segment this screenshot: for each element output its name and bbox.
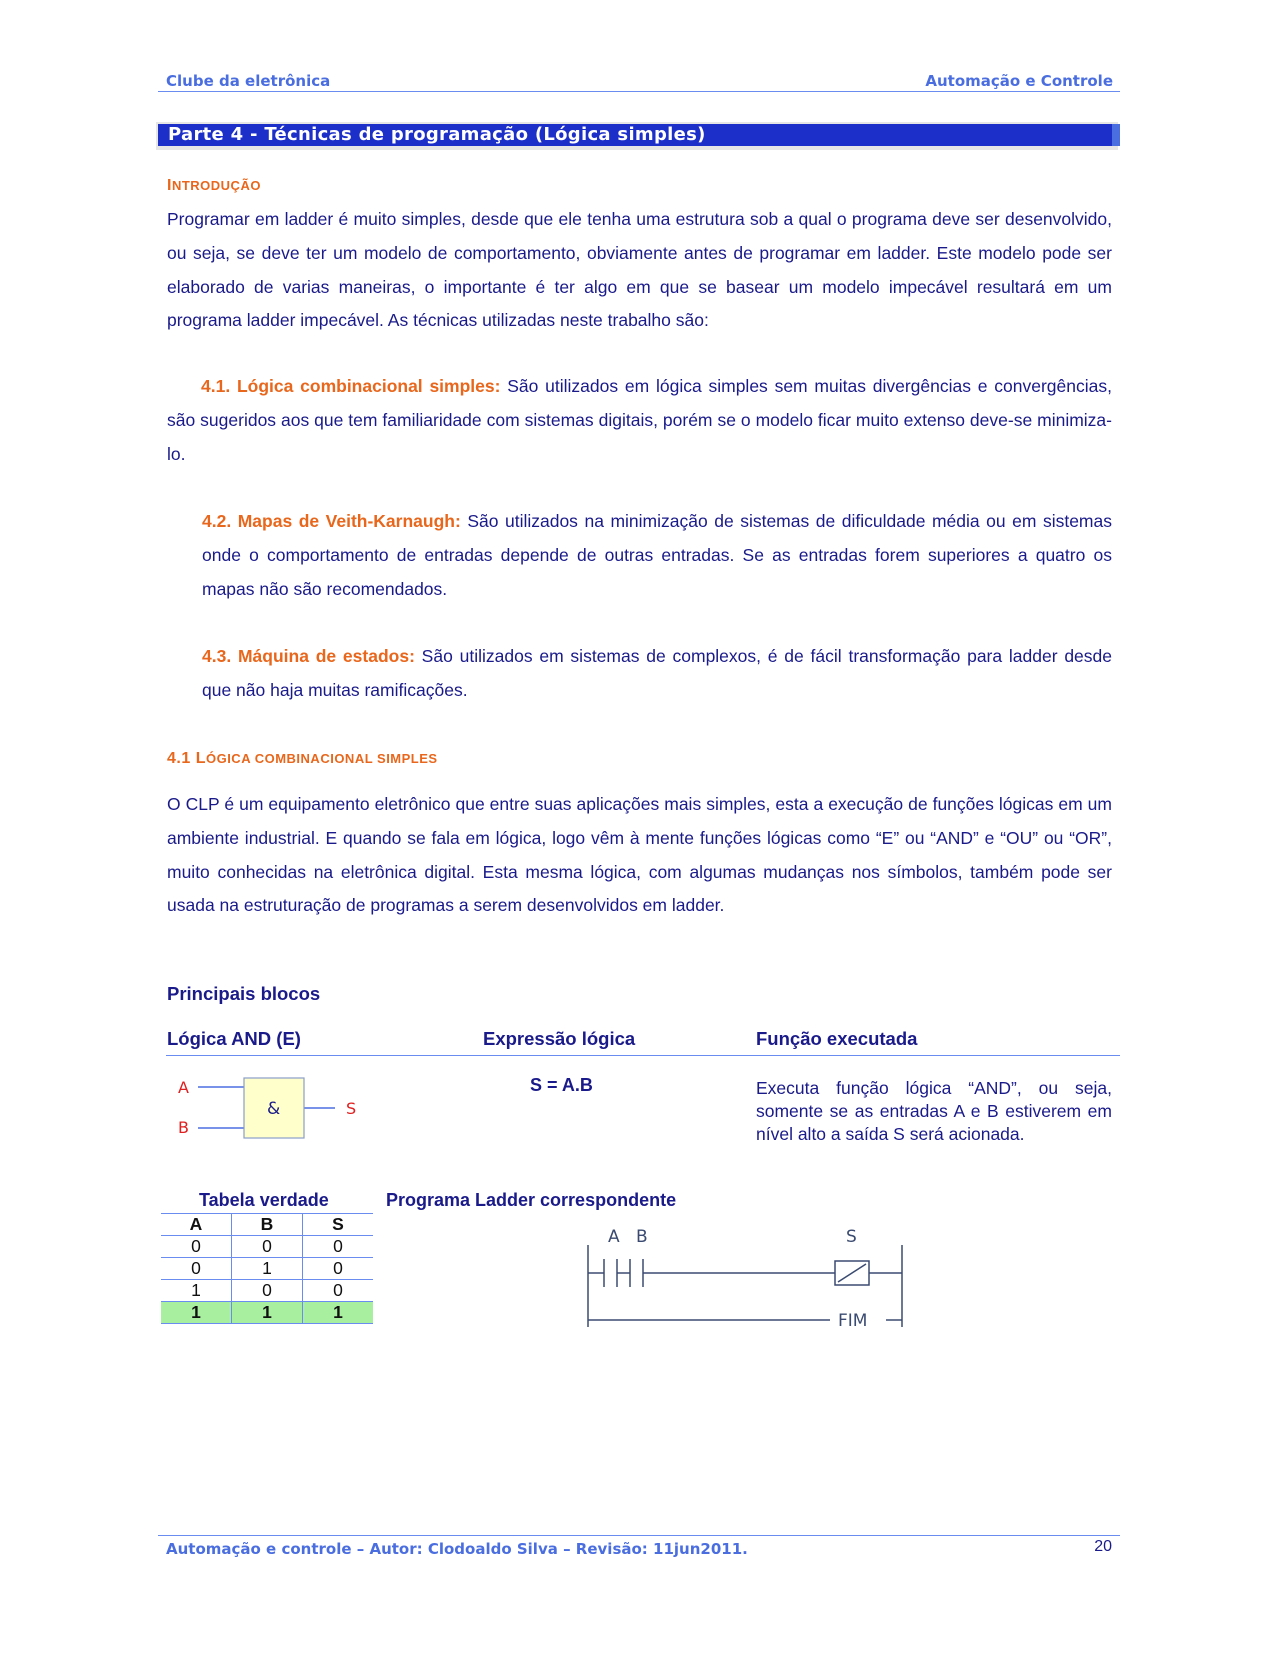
coil-s-slash [838, 1264, 866, 1282]
gate-label-s: S [346, 1099, 357, 1118]
blocks-col-logic: Lógica AND (E) [167, 1028, 301, 1049]
truth-cell: 1 [232, 1302, 303, 1324]
ladder-label-a: A [608, 1227, 620, 1247]
intro-heading-initial: I [167, 177, 172, 194]
technique-4-2 [202, 505, 1112, 606]
truth-cell: 0 [303, 1280, 374, 1302]
truth-cell: 0 [161, 1236, 232, 1258]
page-number: 20 [1094, 1538, 1112, 1555]
technique-4-3-label: 4.3. Máquina de estados: [202, 646, 415, 666]
part-title: Parte 4 - Técnicas de programação (Lógica simples) [168, 124, 706, 145]
gate-label-a: A [178, 1078, 189, 1097]
truth-cell: 1 [161, 1280, 232, 1302]
ladder-label-s: S [846, 1227, 857, 1247]
truth-row [161, 1236, 373, 1258]
truth-cell: 1 [303, 1302, 374, 1324]
and-gate-diagram [170, 1070, 370, 1145]
truth-cell: 1 [161, 1302, 232, 1324]
blocks-title: Principais blocos [167, 983, 321, 1004]
footer-text: Automação e controle – Autor: Clodoaldo Silva – Revisão: 11jun2011. [166, 1540, 748, 1558]
header-right: Automação e Controle [925, 72, 1113, 90]
technique-4-1-label: 4.1. Lógica combinacional simples: [201, 376, 501, 396]
truth-header-b: B [232, 1214, 303, 1236]
ladder-label-b: B [636, 1227, 648, 1247]
function-description: Executa função lógica “AND”, ou seja, somente se as entradas A e B estiverem em nível alto a saída S será acionada. [756, 1078, 1112, 1144]
truth-cell: 0 [303, 1258, 374, 1280]
technique-4-2-text: São utilizados na minimização de sistemas de dificuldade média ou em sistemas onde o comportamento de entradas depende de outras entradas. Se as entradas forem superiores a quatro os mapas não são recomendados. [202, 511, 1112, 599]
truth-cell: 0 [232, 1236, 303, 1258]
truth-cell: 0 [232, 1280, 303, 1302]
truth-cell: 1 [232, 1258, 303, 1280]
expression-text: S = A.B [530, 1075, 593, 1095]
intro-heading-rest: NTRODUÇÃO [171, 178, 261, 193]
ladder-diagram [580, 1215, 920, 1330]
technique-4-3 [202, 640, 1112, 708]
truth-table [161, 1213, 373, 1324]
footer-rule [158, 1535, 1120, 1536]
intro-paragraph: Programar em ladder é muito simples, desde que ele tenha uma estrutura sob a qual o programa deve ser desenvolvido, ou seja, se deve ter um modelo de comportamento, obviamente antes de programar em ladder. Este modelo pode ser elaborado de varias maneiras, o importante é ter algo em que se basear um modelo impecável resultará em um programa ladder impecável. As técnicas utilizadas neste trabalho são: [167, 209, 1112, 331]
truth-row [161, 1280, 373, 1302]
gate-symbol: & [267, 1099, 281, 1119]
truth-cell: 0 [161, 1258, 232, 1280]
blocks-header-rule [166, 1055, 1120, 1056]
section-4-1-paragraph: O CLP é um equipamento eletrônico que entre suas aplicações mais simples, esta a execução de funções lógicas em um ambiente industrial. E quando se fala em lógica, logo vêm à mente funções lógicas como “E” ou “AND” e “OU” ou “OR”, muito conhecidas na eletrônica digital. Esta mesma lógica, com algumas mudanças nos símbolos, também pode ser usada na estruturação de programas a serem desenvolvidos em ladder. [167, 794, 1112, 916]
technique-4-3-text: São utilizados em sistemas de complexos, é de fácil transformação para ladder desde que não haja muitas ramificações. [202, 646, 1113, 700]
truth-row-highlight [161, 1302, 373, 1324]
truth-row [161, 1258, 373, 1280]
truth-header-a: A [161, 1214, 232, 1236]
intro-heading [167, 177, 261, 195]
header-left: Clube da eletrônica [166, 72, 331, 90]
section-4-1-heading-rest: ÓGICA COMBINACIONAL SIMPLES [205, 751, 438, 766]
section-4-1-heading [167, 750, 438, 768]
technique-4-2-label: 4.2. Mapas de Veith-Karnaugh: [202, 511, 461, 531]
technique-4-1 [167, 370, 1112, 471]
ladder-title: Programa Ladder correspondente [386, 1190, 677, 1210]
truth-header-s: S [303, 1214, 374, 1236]
blocks-col-expression: Expressão lógica [483, 1028, 636, 1049]
header-rule [158, 91, 1120, 92]
blocks-col-function: Função executada [756, 1028, 918, 1049]
ladder-end-label: FIM [838, 1311, 868, 1330]
truth-cell: 0 [303, 1236, 374, 1258]
gate-label-b: B [178, 1118, 189, 1137]
section-4-1-heading-num: 4.1 L [167, 750, 206, 767]
technique-4-1-text: São utilizados em lógica simples sem muitas divergências e convergências, são sugeridos aos que tem familiaridade com sistemas digitais, porém se o modelo ficar muito extenso deve-se minimiza-lo. [167, 376, 1112, 464]
truth-table-title: Tabela verdade [199, 1190, 329, 1210]
